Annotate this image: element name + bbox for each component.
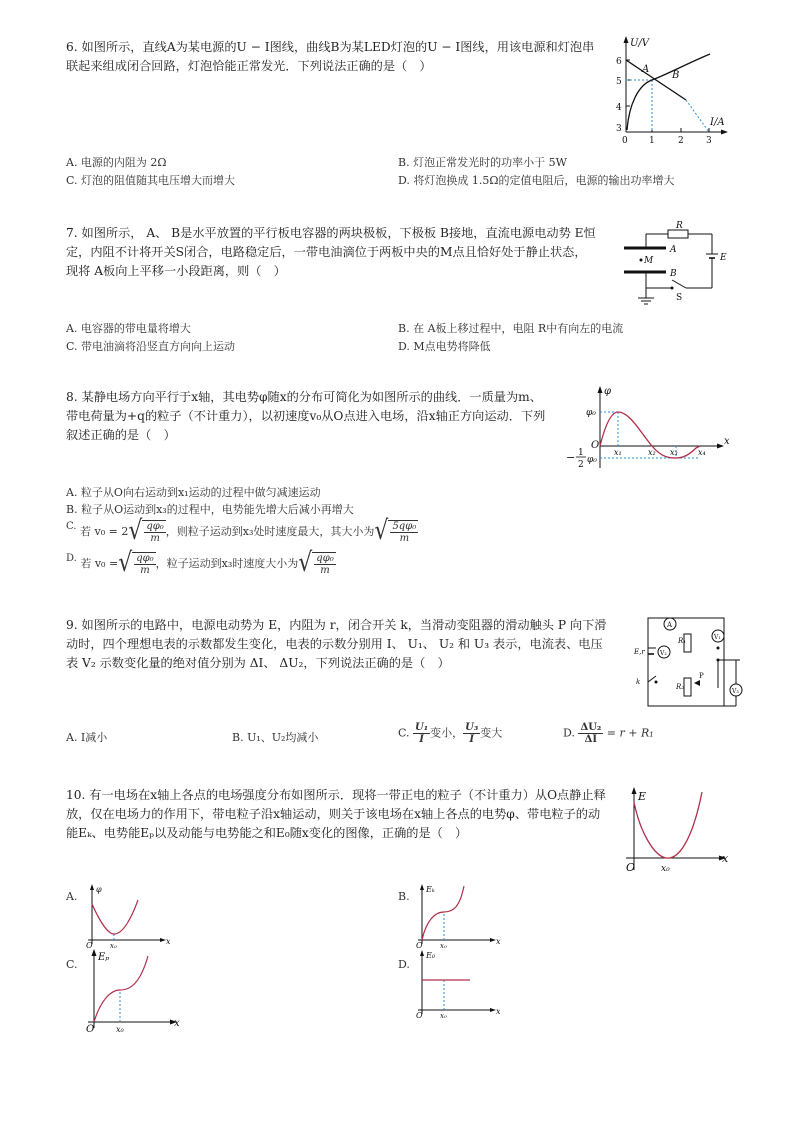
q9-option-c-mid: 变小， — [430, 726, 464, 740]
q8-option-c-label: C. — [66, 521, 77, 532]
q6-ylabel: U/V — [630, 38, 650, 49]
q9-d-frac-num: ΔU₂ — [580, 722, 602, 733]
q10-c-x: x — [174, 1018, 180, 1029]
q6-curve-a-label: A — [642, 64, 650, 75]
q10-label-x: x — [722, 852, 729, 865]
q6-option-c[interactable]: C. 灯泡的阻值随其电压增大而增大 — [66, 174, 236, 187]
q7-option-a[interactable]: A. 电容器的带电量将增大 — [66, 322, 191, 335]
q8-d-frac-den: m — [140, 565, 150, 576]
q10-b-ylabel: Eₖ — [426, 885, 435, 894]
q9-option-d-label: D. — [563, 726, 575, 740]
q7-label-r: R — [676, 221, 683, 231]
q8-label-x2: x₂ — [648, 448, 656, 457]
q6-ui-graph — [606, 30, 736, 148]
q6-option-b[interactable]: B. 灯泡正常发光时的功率小于 5W — [398, 156, 567, 169]
q6-tick-x1: 1 — [649, 136, 655, 146]
q7-label-e: E — [720, 253, 727, 263]
q9-option-c-label: C. — [398, 726, 410, 740]
q8-option-d[interactable] — [66, 548, 336, 582]
q8-label-x1: x₁ — [614, 448, 622, 457]
q6-tick-y5: 5 — [616, 77, 622, 87]
q10-option-a-graph[interactable] — [82, 880, 172, 950]
q7-option-d[interactable]: D. M点电势将降低 — [398, 340, 491, 353]
q9-option-d[interactable] — [563, 722, 654, 745]
q9-label-er: E,r — [634, 648, 645, 656]
q10-a-ylabel: φ — [96, 885, 102, 894]
q10-option-a-label[interactable]: A. — [66, 890, 78, 903]
q6-xlabel: I/A — [710, 117, 725, 128]
q6-tick-y4: 4 — [616, 103, 622, 113]
q8-d-sqrt2 — [312, 552, 335, 576]
q8-stem: 8. 某静电场方向平行于x轴，其电势φ随x的分布可简化为如图所示的曲线．一质量为m、带电荷量为+q的粒子（不计重力），以初速度v₀从O点进入电场，沿x轴正方向运动．下列叙述正确的是（ ） — [66, 390, 546, 442]
q10-option-b-graph[interactable] — [412, 880, 502, 950]
q10-b-x0: x₀ — [440, 942, 447, 950]
q9-ammeter-a: A — [667, 621, 673, 629]
q8-option-d-mid: ，粒子运动到x₃时速度大小为 — [155, 557, 299, 570]
q9-c-frac1-den: I — [419, 734, 424, 745]
q8-c-sqrt2-sign: √ — [374, 516, 389, 547]
q8-option-c-mid: ，则粒子运动到x₃处时速度最大，其大小为 — [165, 525, 375, 538]
q9-d-frac-den: ΔI — [584, 734, 598, 745]
q8-label-x4: x₄ — [698, 448, 706, 457]
q8-d-sqrt2-sign: √ — [298, 548, 313, 579]
q9-c-frac1-num: U₁ — [415, 722, 429, 733]
q8-d-frac2-den: m — [320, 565, 330, 576]
q6-tick-y6: 6 — [616, 57, 622, 67]
q8-c-sqrt2 — [388, 520, 418, 544]
q10-field-graph — [618, 782, 732, 876]
q7-label-s: S — [676, 293, 683, 303]
q8-c-frac-num: qφ₀ — [146, 521, 164, 532]
q9-option-c[interactable] — [398, 722, 502, 745]
q10-stem: 10. 有一电场在x轴上各点的电场强度分布如图所示．现将一带正电的粒子（不计重力）从O点静止释放，仅在电场力的作用下，带电粒子沿x轴运动，则关于该电场在x轴上各点的电势φ、带电粒子的动能Eₖ、电势能Eₚ以及动能与电势能之和E₀随x变化的图像，正确的是（ ） — [66, 788, 606, 840]
q10-option-d-graph[interactable] — [412, 946, 502, 1020]
q8-option-d-label: D. — [66, 553, 77, 564]
q8-d-sqrt — [132, 552, 155, 576]
q8-label-phi: φ — [604, 386, 612, 397]
q9-voltmeter-v3: V₃ — [732, 688, 739, 695]
q6-tick-x2: 2 — [678, 136, 684, 146]
q10-b-origin: O — [416, 941, 423, 950]
q10-d-origin: O — [416, 1011, 423, 1020]
q7-capacitor-circuit — [610, 218, 740, 308]
q8-label-half-den: 2 — [578, 460, 584, 470]
q9-label-r2: R₂ — [676, 683, 685, 691]
q9-meter-circuit — [632, 608, 742, 714]
q10-a-x0: x₀ — [110, 942, 117, 950]
q8-label-x3: x₃ — [670, 448, 678, 457]
q10-b-x: x — [496, 937, 501, 946]
q8-label-phi0: φ₀ — [586, 408, 596, 418]
q8-c-sqrt — [142, 520, 165, 544]
q10-option-c-label[interactable]: C. — [66, 958, 78, 971]
q8-option-c[interactable] — [66, 516, 418, 550]
q10-a-origin: O — [86, 941, 93, 950]
q9-option-d-rhs: = r + R₁ — [606, 726, 654, 740]
q8-label-minus: − — [566, 451, 576, 464]
q10-c-x0: x₀ — [116, 1025, 124, 1034]
q10-c-origin: O — [86, 1024, 95, 1035]
q10-option-b-label[interactable]: B. — [398, 890, 410, 903]
q8-c-frac2-num: 5qφ₀ — [392, 521, 417, 532]
q9-c-frac2-num: U₃ — [465, 722, 479, 733]
q6-curve-b-label: B — [672, 70, 680, 81]
q6-tick-x0: 0 — [622, 136, 628, 146]
q9-stem: 9. 如图所示的电路中，电源电动势为 E，内阻为 r，闭合开关 k，当滑动变阻器的滑动触头 P 向下滑动时，四个理想电表的示数都发生变化，电表的示数分别用 I、 U₁、 U₂ 和 U₃ 表示，电流表、电压表 V₂ 示数变化量的绝对值分别为 ΔI、 ΔU₂，下列说法正确的是（ ） — [66, 618, 607, 670]
q10-d-ylabel: E₀ — [426, 951, 436, 960]
q9-voltmeter-v2: V₂ — [660, 650, 667, 657]
q7-stem: 7. 如图所示， A、 B是水平放置的平行板电容器的两块极板，下极板 B接地，直流电源电动势 E恒定，内阻不计将开关S闭合，电路稳定后，一带电油滴位于两板中央的M点且恰好处于静止状态，现将 A板向上平移一小段距离，则（ ） — [66, 226, 596, 278]
q7-option-b[interactable]: B. 在 A板上移过程中，电阻 R中有向左的电流 — [398, 322, 624, 335]
q9-label-k: k — [636, 678, 641, 686]
q8-potential-graph — [560, 382, 740, 472]
q7-label-b: B — [670, 269, 677, 279]
q9-label-r1: R₁ — [678, 637, 687, 645]
q7-option-c[interactable]: C. 带电油滴将沿竖直方向向上运动 — [66, 340, 236, 353]
q10-a-x: x — [166, 937, 171, 946]
q10-d-x0: x₀ — [440, 1012, 447, 1020]
q10-label-origin: O — [626, 861, 636, 874]
q8-d-frac2-num: qφ₀ — [316, 553, 334, 564]
q10-c-ylabel: Eₚ — [98, 952, 110, 963]
q8-c-frac2-den: m — [399, 533, 410, 544]
q9-option-a[interactable]: A. I减小 — [66, 731, 108, 744]
q8-label-phi0-neg: φ₀ — [587, 455, 597, 465]
q9-label-p: P — [699, 672, 704, 680]
q7-label-a: A — [670, 245, 677, 255]
q8-d-frac-num: qφ₀ — [136, 553, 154, 564]
q8-d-sqrt-sign: √ — [118, 548, 133, 579]
q9-c-frac2-den: I — [469, 734, 475, 745]
q8-option-d-pre: 若 v₀ = — [80, 557, 119, 570]
q10-d-x: x — [496, 1007, 501, 1016]
q9-voltmeter-v1: V₁ — [714, 634, 721, 641]
q8-label-origin: O — [591, 440, 600, 451]
q10-label-e: E — [638, 790, 647, 803]
q7-label-m: M — [644, 256, 654, 266]
q9-option-b[interactable]: B. U₁、U₂均减小 — [232, 731, 319, 744]
q8-c-sqrt-sign: √ — [128, 516, 143, 547]
q6-stem: 6. 如图所示，直线A为某电源的U − I图线，曲线B为某LED灯泡的U − I图线，用该电源和灯泡串联起来组成闭合回路，灯泡恰能正常发光．下列说法正确的是（ ） — [66, 40, 595, 73]
q6-option-d[interactable]: D. 将灯泡换成 1.5Ω的定值电阻后，电源的输出功率增大 — [398, 174, 675, 187]
q6-option-a[interactable]: A. 电源的内阻为 2Ω — [66, 156, 167, 169]
q10-label-x0: x₀ — [661, 864, 670, 874]
q8-label-half-num: 1 — [578, 448, 584, 458]
q10-option-c-graph[interactable] — [82, 946, 186, 1035]
q9-option-c-end: 变大 — [480, 726, 503, 740]
q8-option-c-pre: 若 v₀ = 2 — [79, 525, 129, 538]
q10-option-d-label[interactable]: D. — [398, 958, 410, 971]
q8-option-a[interactable]: A. 粒子从O向右运动到x₁运动的过程中做匀减速运动 — [66, 486, 321, 499]
q6-tick-y3: 3 — [616, 124, 622, 134]
q8-option-b[interactable]: B. 粒子从O运动到x₃的过程中，电势能先增大后减小再增大 — [66, 503, 354, 516]
q8-c-frac-den: m — [150, 533, 160, 544]
q6-tick-x3: 3 — [706, 136, 712, 146]
q8-label-x: x — [724, 436, 730, 447]
